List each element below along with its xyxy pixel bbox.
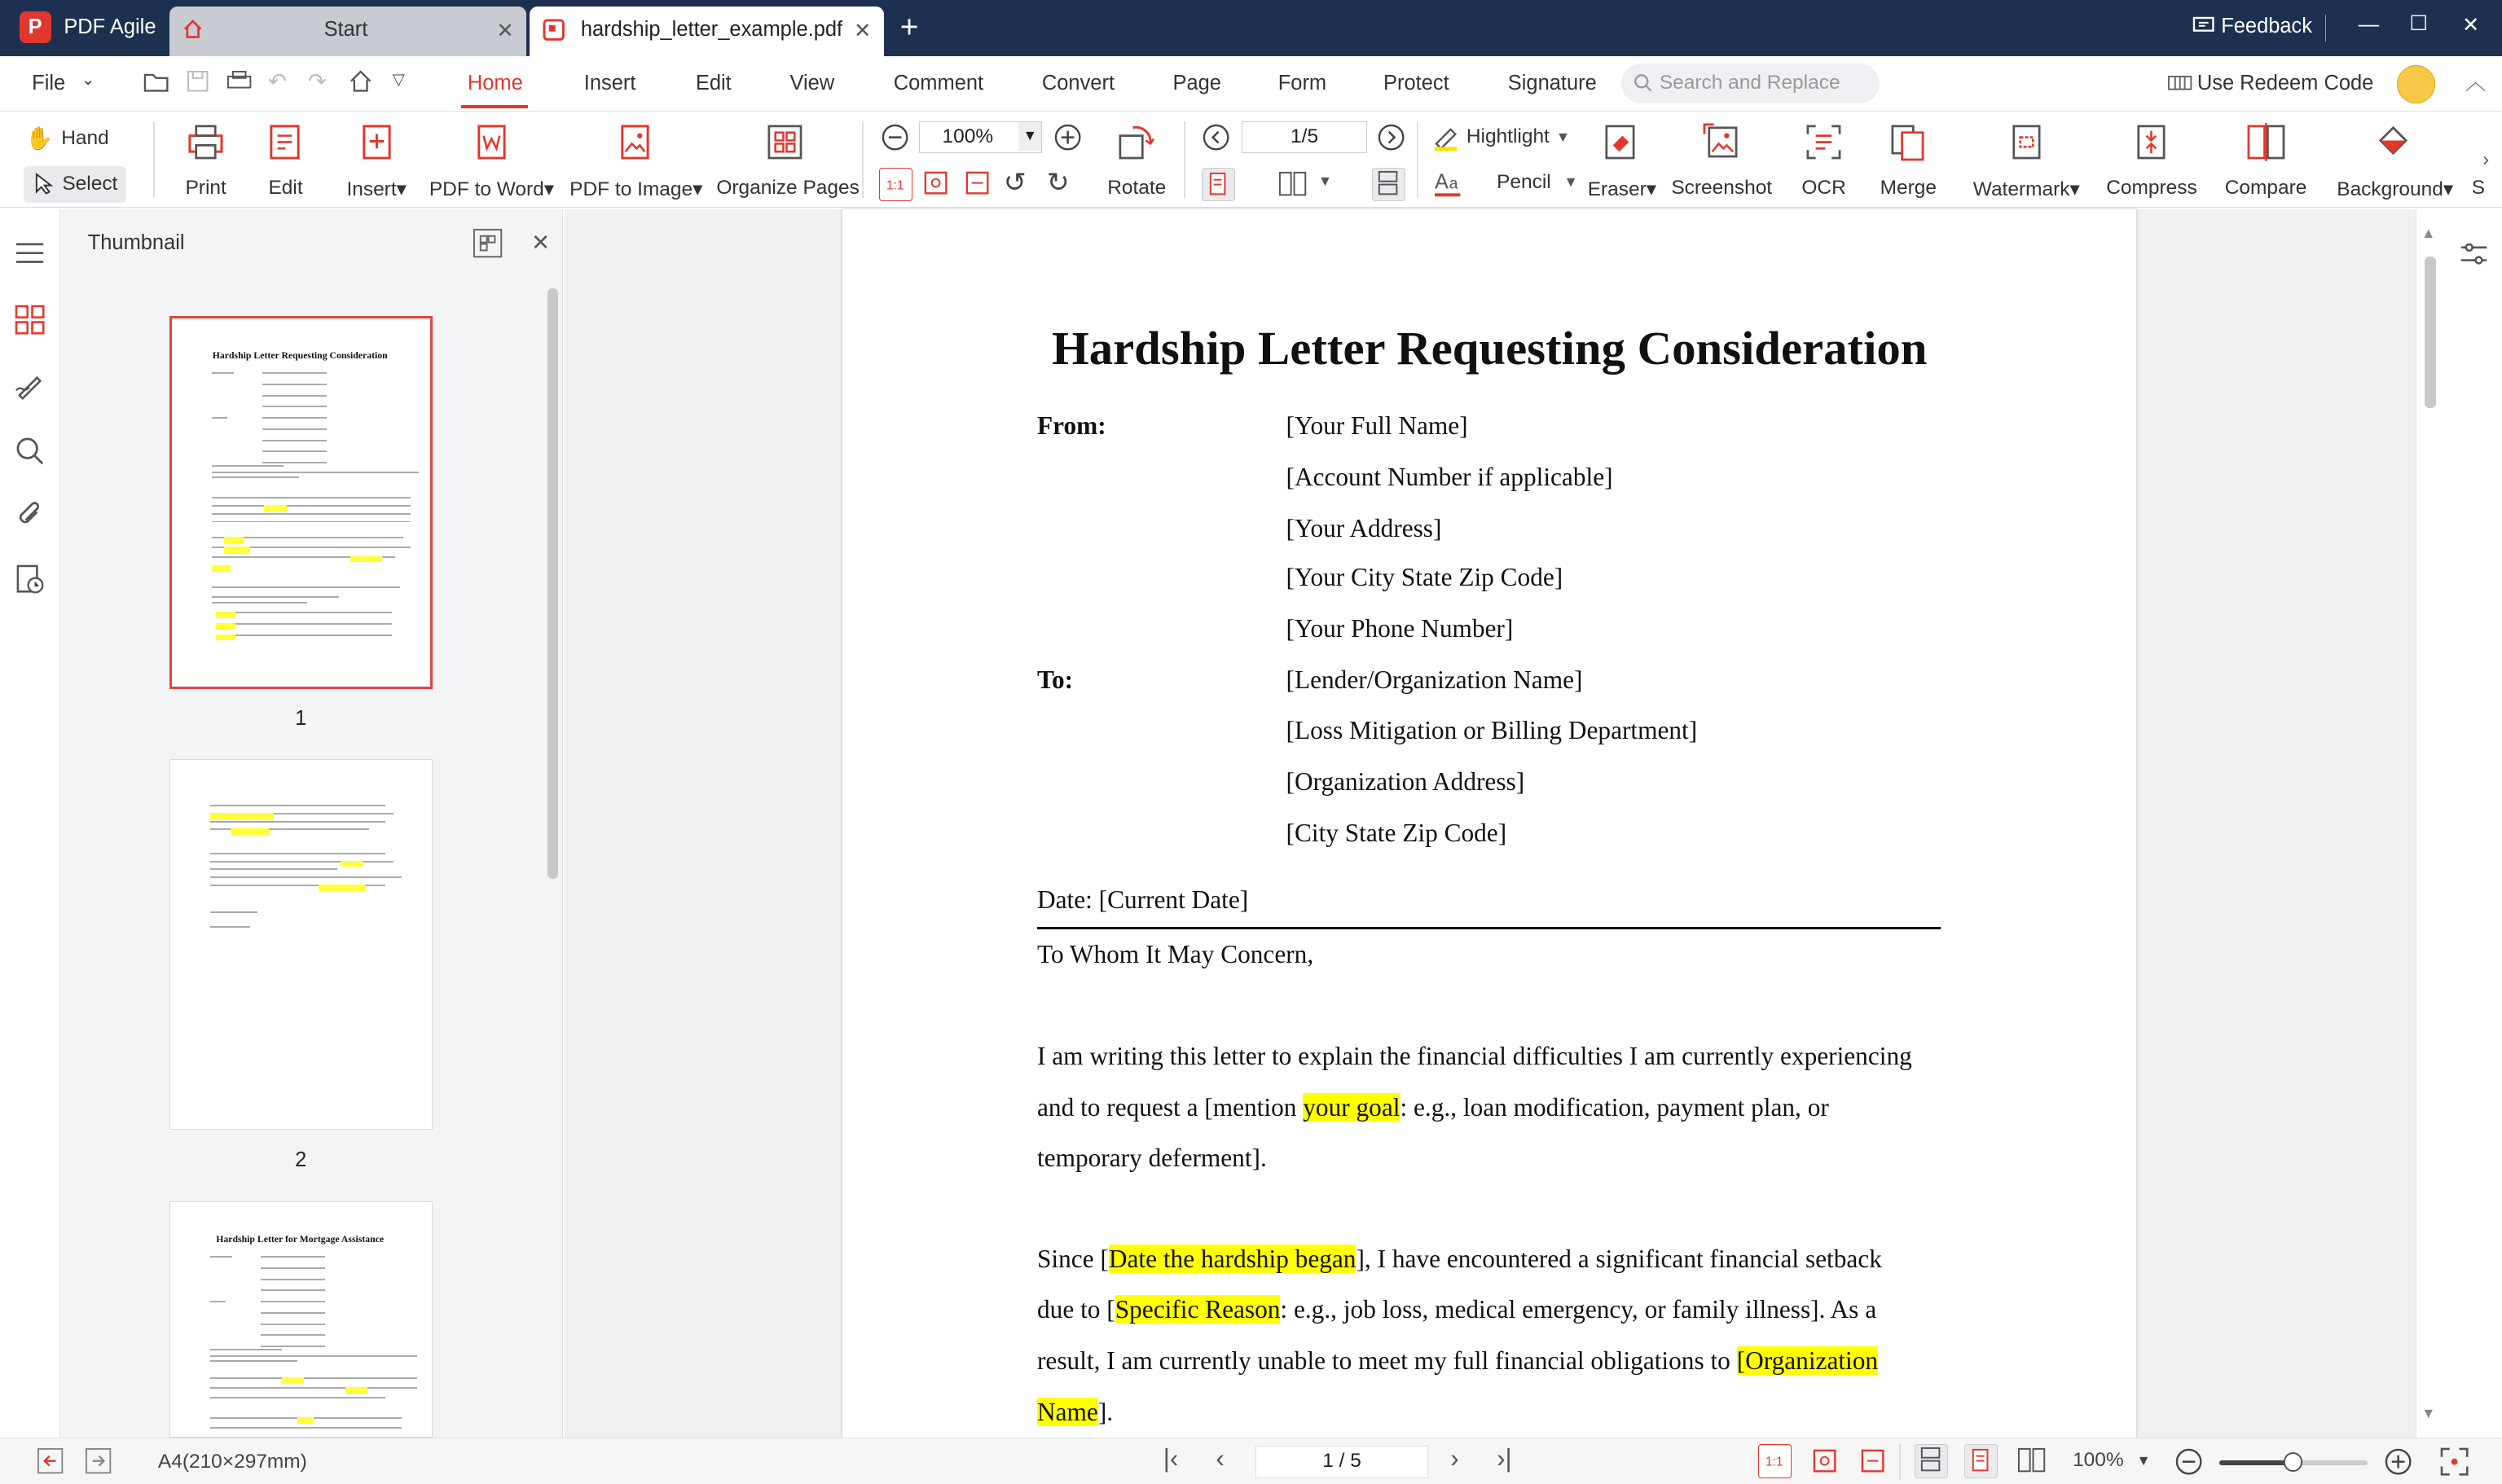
thumbnail-text-line (261, 1267, 324, 1269)
chevron-down-icon[interactable]: ▼ (1317, 172, 1333, 189)
thumbnail-text-line (261, 1289, 324, 1291)
thumbnail-text-line (210, 861, 394, 863)
thumbnail-text-line (210, 1377, 418, 1379)
highlight[interactable]: Name (1037, 1397, 1098, 1426)
thumbnail-highlight-mark (224, 547, 249, 553)
thumbnail-text-line (210, 1349, 282, 1350)
text-underline-icon[interactable] (1433, 168, 1462, 200)
thumbnail-text-line (210, 1387, 418, 1389)
pdf-to-word-label: PDF to Word▾ (429, 178, 555, 201)
thumbnail-page-number: 1 (295, 706, 307, 730)
paragraph-2-line-2: due to [Specific Reason: e.g., job loss, medical emergency, or family illness]. As a (1037, 1295, 1877, 1324)
thumbnail-text-line (212, 513, 411, 515)
rotate-page-icon (1115, 121, 1157, 163)
thumbnail-text-line (210, 821, 385, 823)
thumbnail-highlight-mark (231, 828, 269, 835)
hand-label: Hand (61, 127, 109, 150)
thumbnail-text-line (210, 868, 338, 870)
redeem-ticket-icon (2167, 73, 2192, 93)
highlight-dropdown-button[interactable] (1431, 123, 1570, 151)
document-title: Hardship Letter Requesting Consideration (1052, 321, 1928, 375)
page-nav-value: 1 / 5 (1322, 1450, 1361, 1473)
from-label: From: (1037, 411, 1106, 441)
paragraph-1-line-2: and to request a [mention your goal: e.g., loan modification, payment plan, or (1037, 1092, 1829, 1122)
ocr-button[interactable] (1798, 121, 1849, 200)
feedback-icon (2192, 16, 2214, 36)
paint-bucket-icon (2374, 121, 2416, 163)
highlight-label: Hightlight (1466, 125, 1550, 148)
word-document-icon (471, 121, 512, 163)
thumbnail-highlight-mark (350, 556, 382, 563)
rotate-label: Rotate (1107, 177, 1167, 200)
scroll-up-arrow-icon[interactable]: ▲ (2421, 225, 2436, 242)
from-line: [Your Address] (1286, 513, 1442, 542)
compare-button[interactable] (2223, 121, 2309, 200)
first-page-icon[interactable]: |‹ (1163, 1444, 1179, 1473)
zoom-value: 100% (942, 125, 994, 147)
zoom-dropdown[interactable] (2073, 1449, 2151, 1472)
pdf-page (842, 209, 2136, 1438)
thumbnail-text-line (261, 1279, 324, 1280)
zoom-in-icon[interactable] (2384, 1447, 2412, 1476)
thumbnail-text-line (210, 926, 250, 928)
properties-sliders-icon[interactable] (2460, 241, 2488, 266)
menu-bar (0, 56, 2502, 112)
paragraph-2-line-3: result, I am currently unable to meet my full financial obligations to [Organization (1037, 1346, 1879, 1375)
chevron-down-icon: ▼ (2136, 1452, 2151, 1469)
to-label: To: (1037, 665, 1074, 694)
zoom-slider-fill (2219, 1460, 2293, 1465)
cursor-arrow-icon (32, 173, 54, 195)
continuous-view-icon[interactable] (1915, 1444, 1948, 1477)
image-document-icon (614, 121, 656, 163)
menu-protect[interactable]: Protect (1383, 72, 1449, 95)
next-page-icon[interactable] (1377, 123, 1405, 151)
screenshot-icon (1701, 121, 1743, 163)
screenshot-button[interactable] (1671, 121, 1773, 200)
highlight[interactable]: Specific Reason (1115, 1295, 1281, 1324)
document-scrollbar[interactable] (2425, 257, 2436, 408)
merge-button[interactable] (1876, 121, 1940, 200)
salutation: To Whom It May Concern, (1037, 939, 1314, 968)
background-label: Background▾ (2337, 178, 2454, 201)
thumbnail-text-line (212, 505, 411, 507)
compress-label: Compress (2106, 177, 2197, 200)
to-line: [Organization Address] (1286, 767, 1525, 797)
maximize-icon[interactable]: ☐ (2409, 11, 2429, 35)
merge-documents-icon (1888, 121, 1929, 163)
thumbnail-text-line (262, 417, 326, 419)
compare-label: Compare (2224, 177, 2307, 200)
thumbnail-text-line (210, 1427, 402, 1429)
single-page-view-icon[interactable] (1202, 168, 1235, 201)
fit-width-icon[interactable] (962, 168, 996, 201)
thumbnail-text-line (261, 1334, 324, 1336)
thumbnail-text-line (212, 476, 300, 478)
from-line: [Your Full Name] (1286, 411, 1468, 441)
page-indicator: 1/5 (1291, 125, 1319, 147)
thumbnail-text-line (261, 1301, 324, 1302)
thumbnail-highlight-mark (216, 634, 235, 641)
thumbnail-text-line (212, 417, 228, 419)
thumbnail-highlight-mark (264, 505, 286, 511)
fullscreen-icon[interactable] (2440, 1447, 2469, 1476)
chevron-down-icon: ▼ (1018, 122, 1040, 151)
print-button[interactable] (178, 121, 233, 200)
minimize-icon[interactable]: — (2358, 12, 2380, 36)
menu-hamburger-icon[interactable] (15, 241, 45, 265)
thumbnail-highlight-mark (210, 813, 274, 819)
thumbnail-text-line (210, 1256, 232, 1258)
thumbnail-grid-icon[interactable] (15, 305, 45, 335)
ocr-label: OCR (1801, 177, 1846, 200)
thumbnail-text-line (262, 384, 326, 385)
titlebar-divider (2325, 15, 2327, 42)
select-tool-button[interactable] (24, 166, 125, 203)
app-logo-icon: P (20, 11, 51, 43)
thumbnail-text-line (210, 853, 385, 854)
tab-start[interactable] (169, 7, 527, 56)
thumbnail-text-line (210, 1355, 418, 1357)
svg-text:A: A (1434, 170, 1449, 194)
home-icon[interactable] (348, 70, 373, 92)
active-menu-underline (461, 105, 528, 108)
hand-icon: ✋ (25, 125, 54, 151)
collapse-ribbon-icon[interactable]: ︿ (2465, 72, 2487, 95)
thumbnail-text-line (262, 462, 326, 463)
highlighter-icon (1431, 123, 1460, 151)
page-thumbnail-2[interactable] (169, 759, 433, 1129)
svg-text:1:1: 1:1 (1765, 1455, 1783, 1469)
page-nav-input[interactable] (1255, 1446, 1428, 1477)
thumbnail-text-line (210, 1397, 385, 1398)
ocr-scan-icon (1803, 121, 1845, 163)
fit-page-icon[interactable] (1809, 1446, 1840, 1476)
thumbnail-text-line (261, 1312, 324, 1314)
user-avatar[interactable] (2397, 65, 2435, 103)
menu-convert[interactable]: Convert (1041, 72, 1115, 95)
actual-size-icon[interactable] (879, 168, 912, 201)
thumbnail-text-line (216, 612, 391, 613)
menu-home[interactable]: Home (467, 72, 523, 95)
app-brand (20, 11, 156, 43)
file-menu[interactable]: File (32, 72, 66, 95)
thumbnail-text-line (262, 440, 326, 441)
chevron-down-icon: ▼ (1555, 128, 1571, 145)
thumbnail-text-line (210, 805, 385, 806)
feedback-label: Feedback (2221, 14, 2312, 37)
thumbnail-text-line (261, 1346, 324, 1347)
ribbon-toolbar (0, 113, 2502, 208)
page-size-label: A4(210×297mm) (157, 1451, 307, 1473)
home-icon (182, 18, 204, 40)
fit-page-icon[interactable] (921, 168, 954, 201)
thumbnail-highlight-mark (216, 623, 235, 630)
zoom-out-icon[interactable] (2174, 1447, 2203, 1476)
thumbnail-text-line (210, 1360, 298, 1362)
grid-pages-icon (764, 121, 806, 163)
from-line: [Your City State Zip Code] (1286, 563, 1563, 592)
to-line: [Loss Mitigation or Billing Department] (1286, 716, 1698, 745)
app-name: PDF Agile (64, 15, 156, 38)
redeem-code-button[interactable]: Use Redeem Code (2196, 72, 2374, 95)
select-label: Select (62, 173, 118, 195)
paragraph-2-line-1: Since [Date the hardship began], I have encountered a significant financial setback (1037, 1244, 1882, 1273)
thumbnail-text-line (212, 472, 420, 473)
watermark-button[interactable] (1972, 121, 2081, 202)
page-thumbnail-3[interactable] (169, 1201, 433, 1438)
thumbnail-heading: Hardship Letter for Mortgage Assistance (216, 1233, 385, 1245)
thumbnail-text-line (212, 596, 340, 598)
previous-page-icon[interactable]: ‹ (1216, 1444, 1225, 1473)
thumbnail-text-line (262, 372, 326, 374)
menu-page[interactable]: Page (1172, 72, 1221, 95)
thumbnail-highlight-mark (282, 1377, 304, 1384)
thumbnail-text-line (210, 1301, 226, 1302)
merge-label: Merge (1880, 177, 1937, 200)
menu-comment[interactable]: Comment (893, 72, 984, 95)
tab-label: hardship_letter_example.pdf (580, 17, 843, 41)
menu-edit[interactable]: Edit (695, 72, 732, 95)
to-line: [City State Zip Code] (1286, 818, 1507, 847)
edit-document-icon (265, 121, 306, 163)
tab-document[interactable] (530, 7, 884, 56)
insert-page-icon (356, 121, 398, 163)
menu-signature[interactable]: Signature (1507, 72, 1597, 95)
open-folder-icon[interactable] (143, 70, 169, 92)
pencil-dropdown-button[interactable] (1497, 171, 1578, 194)
thumbnail-text-line (262, 395, 326, 397)
thumbnail-text-line (212, 586, 400, 588)
attachment-paperclip-icon[interactable] (15, 499, 45, 529)
thumbnail-text-line (210, 911, 258, 913)
date-rule (1037, 927, 1941, 929)
highlight[interactable]: Date the hardship began (1108, 1244, 1357, 1273)
thumbnail-text-line (216, 634, 391, 636)
thumbnail-text-line (212, 497, 411, 498)
hand-tool-button[interactable] (25, 121, 124, 156)
thumbnail-text-line (216, 623, 391, 625)
compress-icon (2130, 121, 2172, 163)
thumbnail-highlight-mark (216, 612, 235, 618)
search-placeholder: Search and Replace (1659, 72, 1840, 94)
page-thumbnail-1[interactable] (169, 316, 433, 689)
title-bar (0, 0, 2502, 56)
close-window-icon[interactable]: ✕ (2461, 13, 2480, 37)
search-input[interactable] (1621, 64, 1880, 103)
print-label: Print (185, 177, 226, 200)
thumbnail-page-number: 2 (295, 1148, 307, 1172)
svg-text:1:1: 1:1 (886, 178, 904, 193)
highlight[interactable]: your goal (1303, 1092, 1401, 1122)
compress-button[interactable] (2106, 121, 2196, 200)
menu-insert[interactable]: Insert (583, 72, 636, 95)
rotate-right-icon[interactable]: ↻ (1046, 167, 1070, 198)
thumbnail-text-line (261, 1324, 324, 1325)
eraser-icon (1600, 121, 1642, 163)
thumbnail-text-line (262, 450, 326, 452)
zoom-select[interactable] (919, 121, 1042, 153)
insert-dropdown-button[interactable] (341, 121, 411, 202)
date-line: Date: [Current Date] (1037, 885, 1249, 914)
two-page-view-icon[interactable] (2016, 1446, 2047, 1474)
tab-label: Start (323, 17, 368, 41)
close-panel-icon[interactable]: ✕ (531, 230, 551, 256)
highlight[interactable]: [Organization (1736, 1346, 1879, 1375)
right-sidebar-rail (2416, 209, 2502, 1438)
thumbnail-options-icon[interactable] (473, 228, 503, 258)
search-icon (1634, 73, 1653, 93)
pdf-to-image-label: PDF to Image▾ (569, 178, 703, 201)
toolbar-overflow-label: S (2471, 177, 2486, 200)
paragraph-1-line-3: temporary deferment]. (1037, 1144, 1267, 1173)
next-page-icon[interactable]: › (1450, 1444, 1459, 1473)
redo-icon[interactable]: ↷ (307, 68, 327, 94)
close-tab-icon[interactable]: ✕ (854, 20, 872, 43)
eraser-button[interactable] (1588, 121, 1655, 202)
undo-icon[interactable]: ↶ (268, 68, 287, 94)
pdf-to-word-button[interactable] (429, 121, 554, 202)
search-icon[interactable] (15, 436, 45, 466)
last-page-icon[interactable]: ›| (1497, 1444, 1512, 1473)
continuous-view-icon[interactable] (1372, 168, 1405, 201)
eraser-label: Eraser▾ (1587, 178, 1657, 201)
organize-pages-label: Organize Pages (716, 177, 860, 200)
save-icon[interactable] (187, 70, 209, 92)
svg-text:a: a (1449, 174, 1458, 193)
thumbnail-highlight-mark (212, 565, 231, 572)
edit-label: Edit (268, 177, 303, 200)
thumbnail-highlight-mark (319, 885, 367, 891)
zoom-slider-handle[interactable] (2284, 1452, 2303, 1472)
new-tab-plus-icon[interactable]: + (899, 9, 919, 45)
actual-size-icon[interactable] (1758, 1444, 1792, 1477)
thumbnail-highlight-mark (345, 1387, 367, 1394)
thumbnail-heading: Hardship Letter Requesting Consideration (212, 349, 388, 361)
toolbar-divider (1417, 121, 1418, 198)
menu-form[interactable]: Form (1277, 72, 1327, 95)
pdf-file-icon (543, 19, 565, 41)
rotate-left-icon[interactable]: ↺ (1003, 167, 1027, 198)
thumbnail-panel-title: Thumbnail (87, 231, 185, 254)
previous-page-icon[interactable] (1202, 123, 1230, 151)
page-number-input[interactable] (1242, 121, 1368, 153)
single-page-view-icon[interactable] (1964, 1444, 1998, 1477)
thumbnail-highlight-mark (224, 537, 244, 543)
pencil-label: Pencil (1497, 170, 1551, 193)
menu-view[interactable]: View (789, 72, 835, 95)
thumbnail-text-line (262, 428, 326, 430)
thumbnail-text-line (212, 372, 234, 374)
thumbnail-text-line (212, 465, 284, 467)
from-line: [Your Phone Number] (1286, 614, 1514, 643)
status-divider (1899, 1444, 1901, 1479)
chevron-down-icon[interactable]: ⌄ (81, 71, 95, 90)
watermark-label: Watermark▾ (1972, 178, 2080, 201)
two-page-view-icon[interactable] (1277, 169, 1308, 198)
print-icon[interactable] (226, 70, 252, 92)
scroll-down-arrow-icon[interactable]: ▼ (2421, 1405, 2436, 1422)
next-view-icon[interactable] (85, 1447, 112, 1474)
document-history-icon[interactable] (15, 564, 45, 595)
thumbnail-text-line (212, 602, 308, 604)
zoom-value: 100% (2073, 1449, 2124, 1472)
watermark-icon (2006, 121, 2047, 163)
zoom-out-icon[interactable] (881, 123, 909, 151)
status-bar (0, 1438, 2502, 1484)
close-tab-icon[interactable]: ✕ (496, 20, 514, 43)
thumbnail-highlight-mark (341, 861, 363, 867)
chevron-down-icon: ▼ (1563, 173, 1578, 191)
signature-pen-icon[interactable] (15, 370, 45, 400)
organize-pages-button[interactable] (716, 121, 860, 200)
compare-icon (2245, 121, 2287, 163)
feedback-button[interactable] (2192, 15, 2312, 38)
insert-label: Insert▾ (346, 178, 407, 201)
to-line: [Lender/Organization Name] (1286, 665, 1583, 694)
left-sidebar-rail (0, 209, 60, 1438)
toolbar-divider (153, 121, 155, 198)
fit-width-icon[interactable] (1858, 1446, 1888, 1476)
paragraph-1-line-1: I am writing this letter to explain the financial difficulties I am currently experiencing (1037, 1041, 1912, 1070)
thumbnail-text-line (210, 876, 402, 878)
pdf-to-image-button[interactable] (569, 121, 701, 202)
from-line: [Account Number if applicable] (1286, 462, 1613, 491)
thumbnail-scrollbar[interactable] (547, 288, 559, 879)
thumbnail-highlight-mark (297, 1417, 314, 1424)
rotate-button[interactable] (1107, 121, 1165, 200)
edit-button[interactable] (258, 121, 313, 200)
thumbnail-text-line (212, 521, 411, 523)
previous-view-icon[interactable] (37, 1447, 64, 1474)
zoom-in-icon[interactable] (1053, 123, 1082, 151)
toolbar-divider (862, 121, 864, 198)
printer-icon (185, 121, 226, 163)
paragraph-2-line-4: Name]. (1037, 1397, 1114, 1426)
toolbar-divider (1184, 121, 1185, 198)
toolbar-scroll-right-icon[interactable]: › (2482, 148, 2490, 170)
background-button[interactable] (2336, 121, 2454, 202)
zoom-slider[interactable] (2219, 1460, 2368, 1465)
thumbnail-text-line (261, 1256, 324, 1258)
screenshot-label: Screenshot (1671, 177, 1773, 200)
thumbnail-text-line (262, 406, 326, 407)
customize-chevron-icon[interactable]: ▽ (392, 71, 405, 90)
